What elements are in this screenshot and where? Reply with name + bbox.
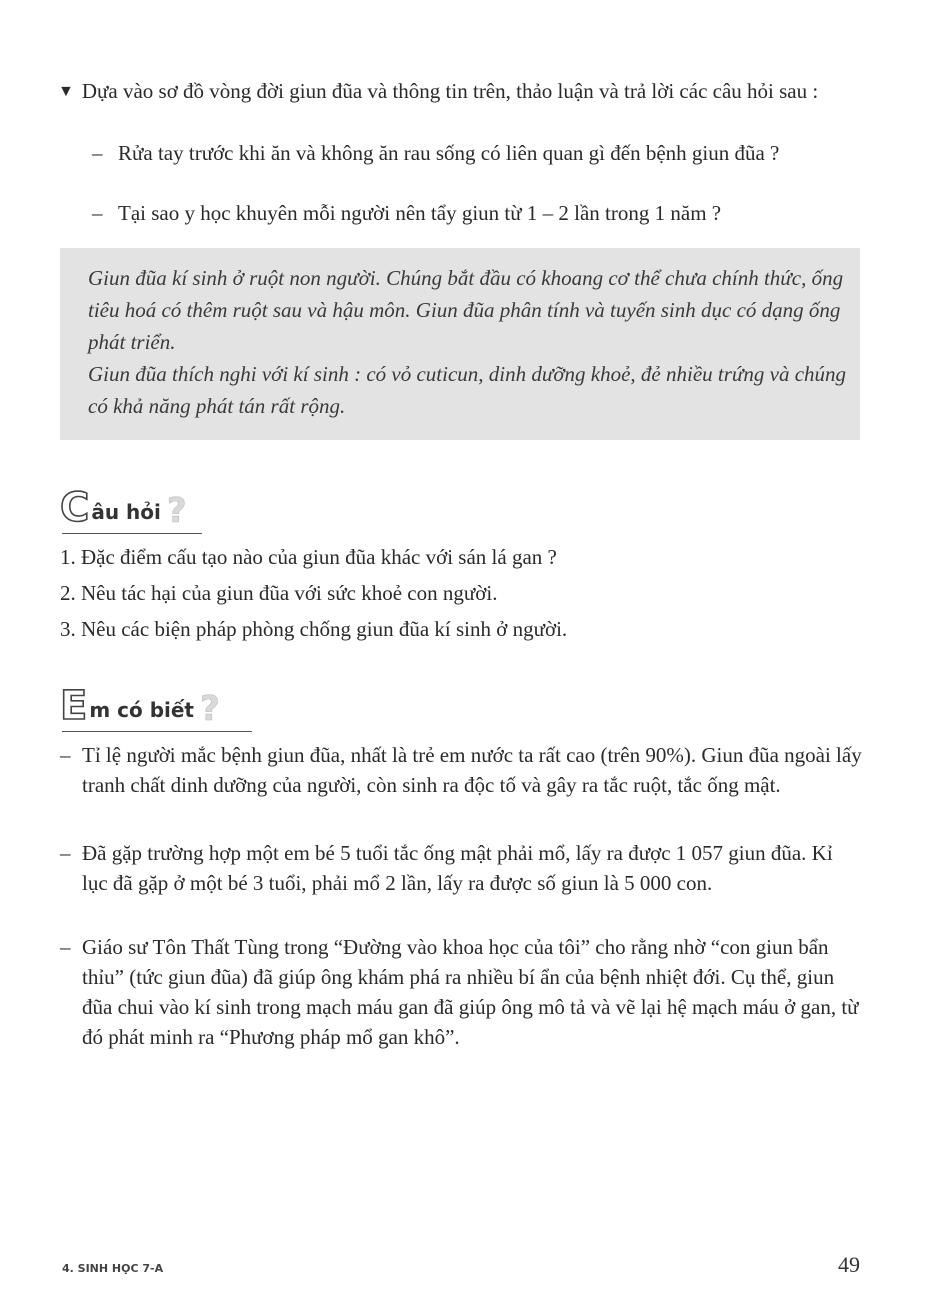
intro-bullet-text: Rửa tay trước khi ăn và không ăn rau sống có liên quan gì đến bệnh giun đũa ? (118, 141, 780, 165)
heading-initial: E (60, 683, 88, 729)
page-number: 49 (838, 1252, 860, 1277)
summary-paragraph: Giun đũa kí sinh ở ruột non người. Chúng bắt đầu có khoang cơ thể chưa chính thức, ống tiêu hoá có thêm ruột sau và hậu môn. Giun đũa phân tính và tuyến sinh dục có dạng ống phát triển. (88, 266, 844, 354)
intro-bullet (92, 198, 862, 228)
fact-item (60, 838, 862, 898)
triangle-marker-icon: ▼ (58, 83, 74, 100)
question-item: 3. Nêu các biện pháp phòng chống giun đũa kí sinh ở người. (60, 617, 568, 641)
heading-underline (62, 533, 202, 535)
book-label: 4. SINH HỌC 7-A (62, 1262, 164, 1275)
dash-marker: – (60, 841, 71, 865)
did-you-know-heading (60, 683, 220, 729)
question-item: 1. Đặc điểm cấu tạo nào của giun đũa khác với sán lá gan ? (60, 545, 557, 569)
heading-text: âu hỏi (91, 500, 161, 524)
heading-text: m có biết (89, 698, 194, 722)
fact-item (60, 740, 862, 800)
fact-text: Tỉ lệ người mắc bệnh giun đũa, nhất là trẻ em nước ta rất cao (trên 90%). Giun đũa ngoài lấy tranh chất dinh dưỡng của người, còn sinh ra độc tố và gây ra tắc ruột, tắc ống mật. (82, 743, 862, 797)
question-mark-icon: ? (200, 689, 220, 729)
intro-text: Dựa vào sơ đồ vòng đời giun đũa và thông tin trên, thảo luận và trả lời các câu hỏi sau : (81, 79, 819, 103)
fact-text: Giáo sư Tôn Thất Tùng trong “Đường vào khoa học của tôi” cho rằng nhờ “con giun bẩn thỉu” (tức giun đũa) đã giúp ông khám phá ra nhiều bí ẩn của bệnh nhiệt đới. Cụ thể, giun đũa chui vào kí sinh trong mạch máu gan đã giúp ông mô tả và vẽ lại hệ mạch máu ở gan, từ đó phát minh ra “Phương pháp mổ gan khô”. (82, 935, 859, 1049)
heading-underline (62, 731, 252, 733)
fact-item (60, 932, 862, 1052)
questions-heading (60, 485, 187, 531)
question-mark-icon: ? (166, 491, 187, 531)
intro-bullet (92, 138, 862, 168)
intro-prompt (58, 76, 864, 109)
intro-bullet-text: Tại sao y học khuyên mỗi người nên tẩy giun từ 1 – 2 lần trong 1 năm ? (118, 201, 722, 225)
heading-initial: C (60, 485, 90, 531)
fact-text: Đã gặp trường hợp một em bé 5 tuổi tắc ống mật phải mổ, lấy ra được 1 057 giun đũa. Kỉ lục đã gặp ở một bé 3 tuổi, phải mổ 2 lần, lấy ra được số giun là 5 000 con. (82, 841, 833, 895)
dash-marker: – (92, 141, 103, 165)
dash-marker: – (92, 201, 103, 225)
summary-paragraph: Giun đũa thích nghi với kí sinh : có vỏ cuticun, dinh dưỡng khoẻ, đẻ nhiều trứng và chúng có khả năng phát tán rất rộng. (88, 362, 847, 418)
summary-box (60, 248, 860, 440)
question-item: 2. Nêu tác hại của giun đũa với sức khoẻ con người. (60, 581, 498, 605)
dash-marker: – (60, 935, 71, 959)
dash-marker: – (60, 743, 71, 767)
